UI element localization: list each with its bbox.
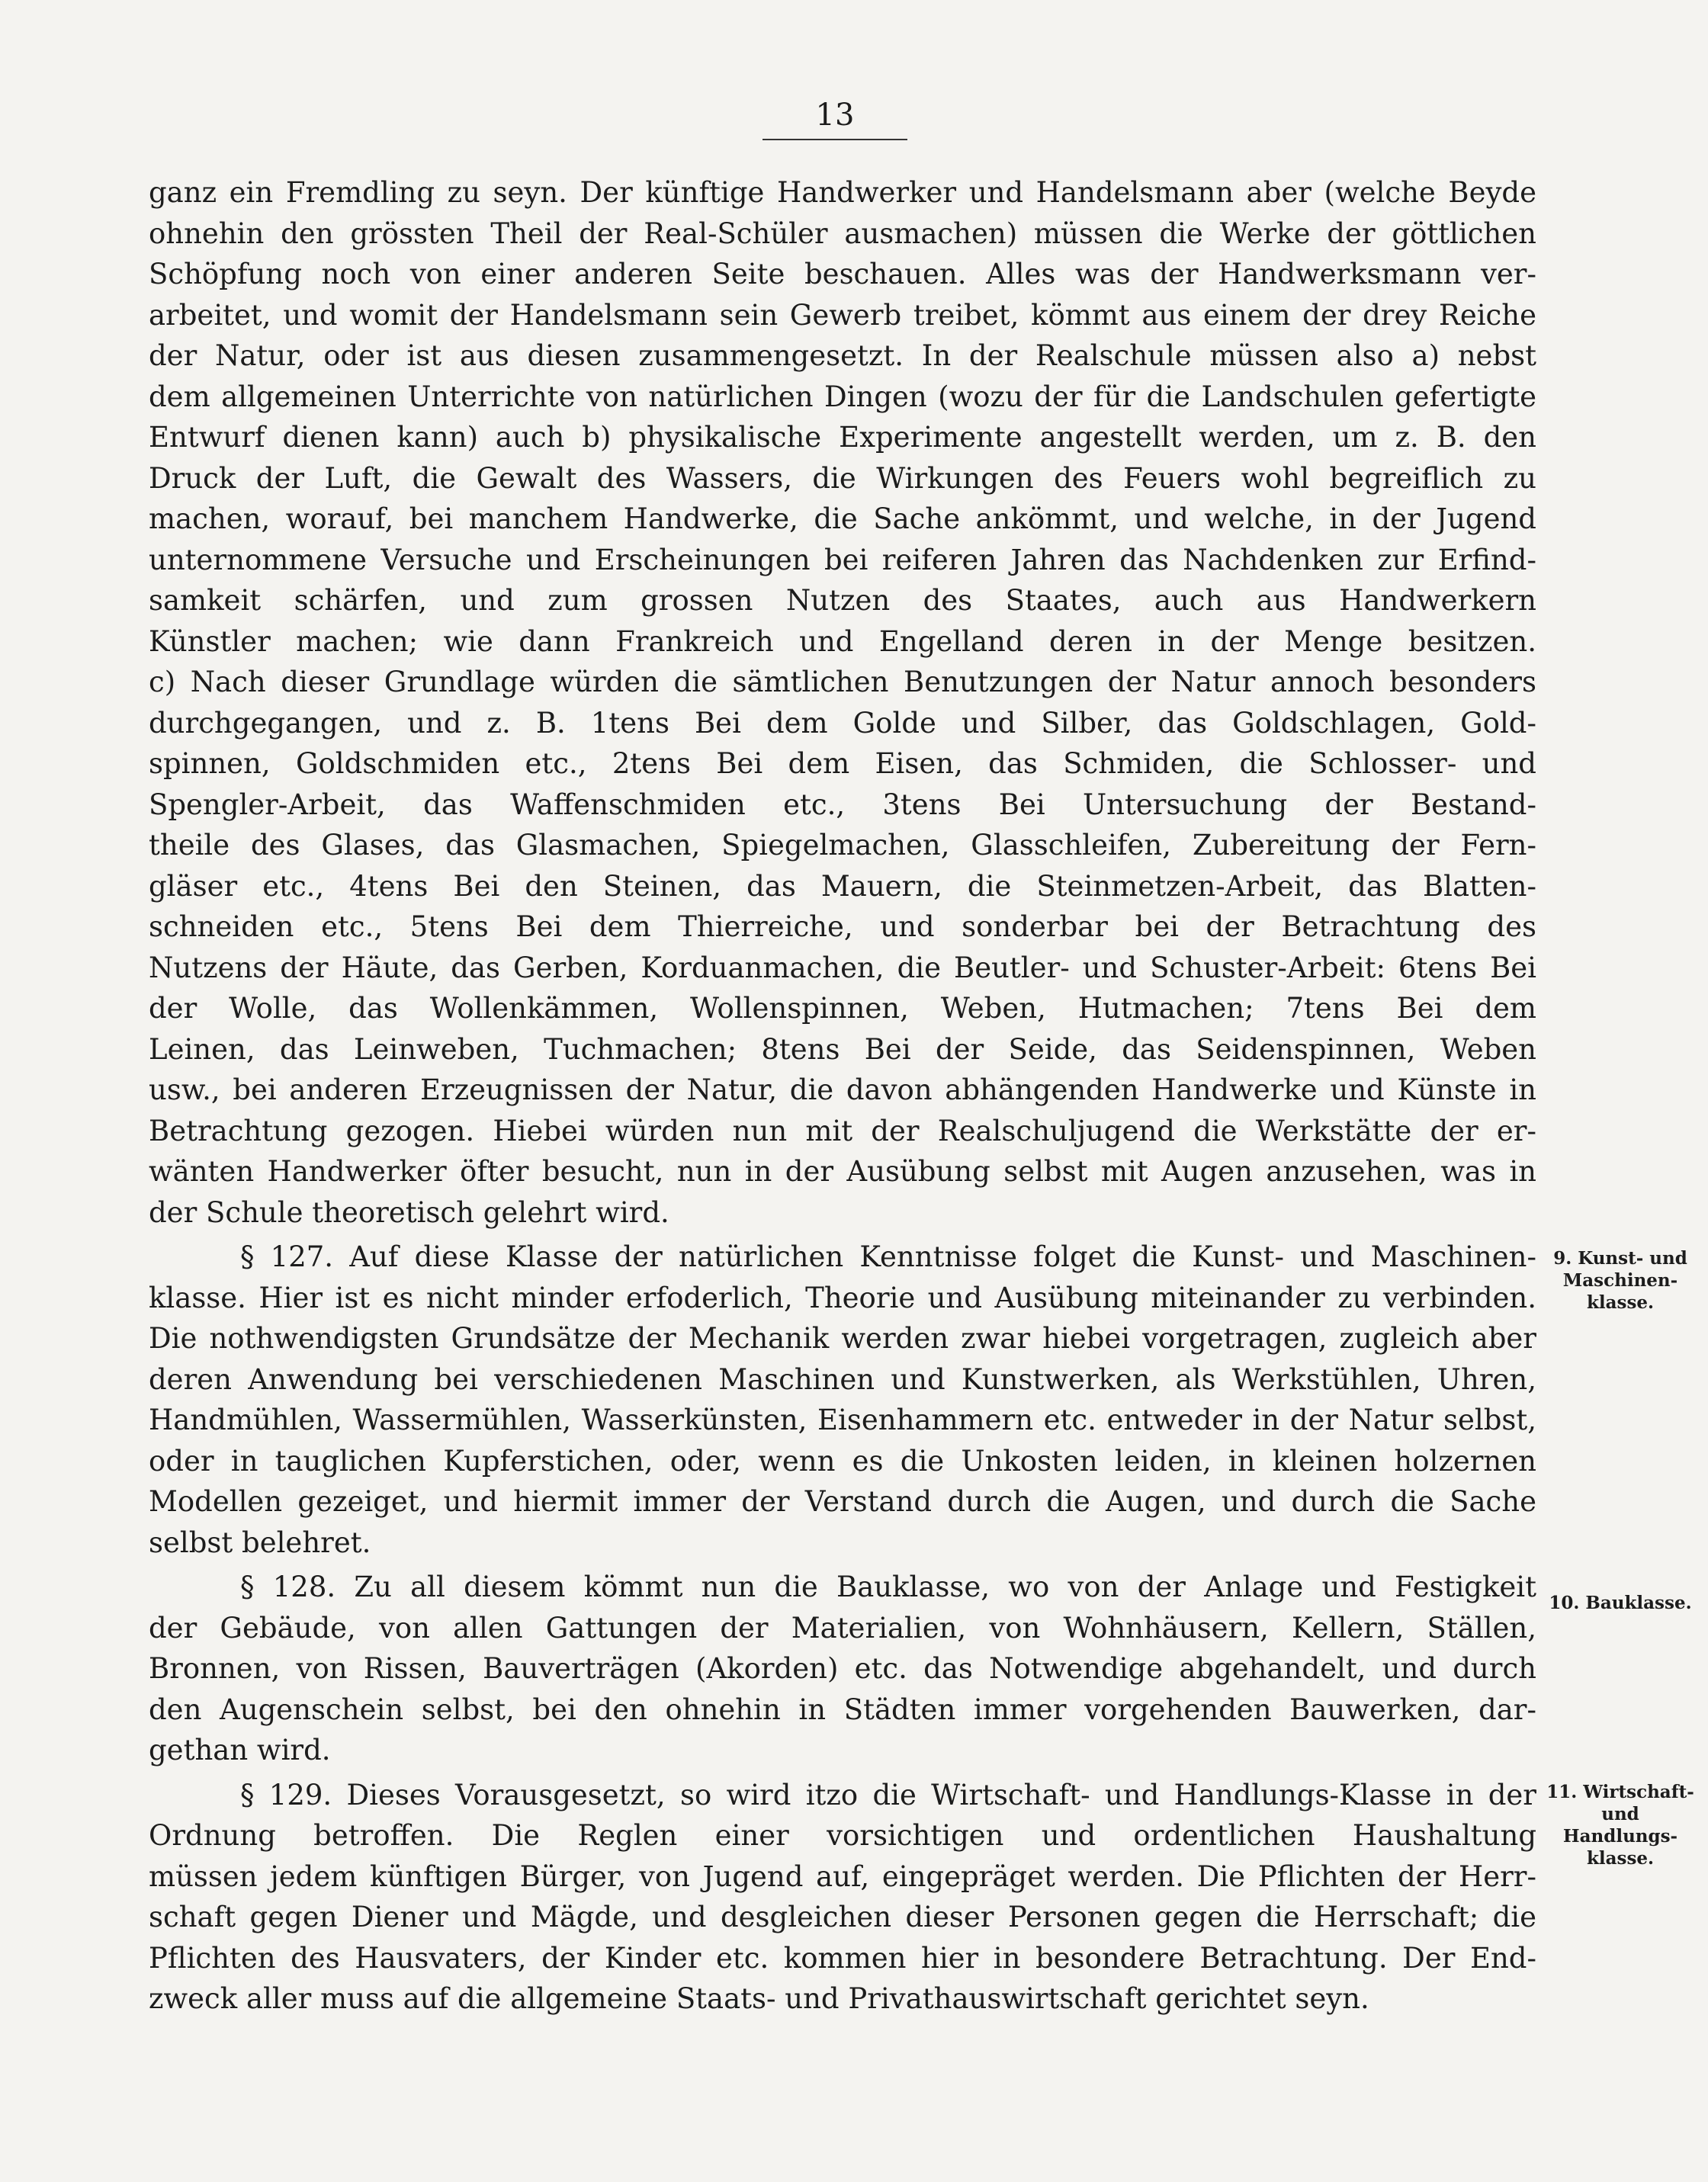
text-line: unternommene Versuche und Erscheinungen bei reiferen Jahren das Nachdenken zur Erfind- <box>149 543 1536 576</box>
text-line: durchgegangen, und z. B. 1tens Bei dem Golde und Silber, das Goldschlagen, Gold- <box>149 706 1536 740</box>
text-line: Betrachtung gezogen. Hiebei würden nun mit der Realschuljugend die Werkstätte der er- <box>149 1114 1536 1147</box>
margin-note-bauklasse: 10. Bauklasse. <box>1549 1593 1692 1613</box>
text-line: machen, worauf, bei manchem Handwerke, die Sache ankömmt, und welche, in der Jugend <box>149 502 1536 535</box>
text-line: theile des Glases, das Glasmachen, Spiegelmachen, Glasschleifen, Zubereitung der Fern- <box>149 829 1536 862</box>
text-line: Druck der Luft, die Gewalt des Wassers, die Wirkungen des Feuers wohl begreiflich zu <box>149 461 1536 495</box>
text-line: dem allgemeinen Unterrichte von natürlichen Dingen (wozu der für die Landschulen gefertigte <box>149 380 1536 413</box>
text-line: Die nothwendigsten Grundsätze der Mechanik werden zwar hiebei vorgetragen, zugleich aber <box>149 1322 1536 1355</box>
text-line: ohnehin den grössten Theil der Real-Schüler ausmachen) müssen die Werke der göttlichen <box>149 217 1536 250</box>
text-line: deren Anwendung bei verschiedenen Maschinen und Kunstwerken, als Werkstühlen, Uhren, <box>149 1362 1536 1396</box>
text-line: Künstler machen; wie dann Frankreich und Engelland deren in der Menge besitzen. <box>149 624 1536 658</box>
text-line: gethan wird. <box>149 1734 331 1766</box>
text-line: selbst belehret. <box>149 1526 371 1559</box>
text-line: Handmühlen, Wassermühlen, Wasserkünsten, Eisenhammern etc. entweder in der Natur selbst, <box>149 1404 1536 1436</box>
text-line: Modellen gezeiget, und hiermit immer der Verstand durch die Augen, und durch die Sache <box>149 1485 1536 1518</box>
paragraph-128-start: § 128. Zu all diesem kömmt nun die Bauklasse, wo von der Anlage und Festigkeit <box>240 1571 1536 1603</box>
text-line: müssen jedem künftigen Bürger, von Jugend auf, eingepräget werden. Die Pflichten der Herr- <box>149 1860 1536 1893</box>
text-line: gläser etc., 4tens Bei den Steinen, das Mauern, die Steinmetzen-Arbeit, das Blatten- <box>149 869 1536 903</box>
header-rule <box>762 139 907 140</box>
text-line: der Wolle, das Wollenkämmen, Wollenspinnen, Weben, Hutmachen; 7tens Bei dem <box>149 992 1536 1025</box>
text-line: der Natur, oder ist aus diesen zusammengesetzt. In der Realschule müssen also a) nebst <box>149 339 1536 372</box>
paragraph-129-start: § 129. Dieses Vorausgesetzt, so wird itzo die Wirtschaft- und Handlungs-Klasse in der <box>240 1778 1536 1811</box>
text-line: der Gebäude, von allen Gattungen der Materialien, von Wohnhäusern, Kellern, Ställen, <box>149 1611 1536 1645</box>
paragraph-127-start: § 127. Auf diese Klasse der natürlichen Kenntnisse folget die Kunst- und Maschinen- <box>240 1240 1536 1273</box>
text-line: klasse. Hier ist es nicht minder erfoderlich, Theorie und Ausübung miteinander zu verbinden. <box>149 1281 1536 1314</box>
text-line: oder in tauglichen Kupferstichen, oder, wenn es die Unkosten leiden, in kleinen holzernen <box>149 1444 1536 1478</box>
text-line: ganz ein Fremdling zu seyn. Der künftige Handwerker und Handelsmann aber (welche Beyde <box>149 176 1536 209</box>
text-line: Spengler-Arbeit, das Waffenschmiden etc., 3tens Bei Untersuchung der Bestand- <box>149 788 1536 821</box>
text-line: schaft gegen Diener und Mägde, und desgleichen dieser Personen gegen die Herrschaft; die <box>149 1901 1536 1933</box>
text-line: Schöpfung noch von einer anderen Seite beschauen. Alles was der Handwerksmann ver- <box>149 258 1536 290</box>
text-line: c) Nach dieser Grundlage würden die sämtlichen Benutzungen der Natur annoch besonders <box>149 666 1536 698</box>
text-line: Entwurf dienen kann) auch b) physikalische Experimente angestellt werden, um z. B. den <box>149 421 1536 454</box>
text-line: Nutzens der Häute, das Gerben, Korduanmachen, die Beutler- und Schuster-Arbeit: 6tens Bei <box>149 951 1536 984</box>
text-line: Ordnung betroffen. Die Reglen einer vorsichtigen und ordentlichen Haushaltung <box>149 1819 1536 1852</box>
text-line: den Augenschein selbst, bei den ohnehin in Städten immer vorgehenden Bauwerken, dar- <box>149 1693 1536 1726</box>
text-line: usw., bei anderen Erzeugnissen der Natur, die davon abhängenden Handwerke und Künste in <box>149 1073 1536 1106</box>
margin-note-wirtschaft-klasse: 11. Wirtschaft- und Handlungs-klasse. <box>1546 1782 1694 1869</box>
text-line: Pflichten des Hausvaters, der Kinder etc. kommen hier in besondere Betrachtung. Der End- <box>149 1941 1536 1975</box>
text-line: Bronnen, von Rissen, Bauverträgen (Akorden) etc. das Notwendige abgehandelt, und durch <box>149 1652 1536 1685</box>
text-line: wänten Handwerker öfter besucht, nun in der Ausübung selbst mit Augen anzusehen, was in <box>149 1155 1536 1188</box>
text-line: der Schule theoretisch gelehrt wird. <box>149 1195 669 1229</box>
text-line: spinnen, Goldschmiden etc., 2tens Bei dem Eisen, das Schmiden, die Schlosser- und <box>149 747 1536 780</box>
text-line: samkeit schärfen, und zum grossen Nutzen des Staates, auch aus Handwerkern <box>149 584 1536 617</box>
text-line: Leinen, das Leinweben, Tuchmachen; 8tens Bei der Seide, das Seidenspinnen, Weben <box>149 1032 1536 1066</box>
page-number: 13 <box>815 98 855 133</box>
margin-note-kunst-klasse: 9. Kunst- und Maschinen-klasse. <box>1553 1248 1687 1313</box>
text-line: arbeitet, und womit der Handelsmann sein Gewerb treibet, kömmt aus einem der drey Reiche <box>149 298 1536 332</box>
text-line: schneiden etc., 5tens Bei dem Thierreiche, und sonderbar bei der Betrachtung des <box>149 910 1536 943</box>
body-text <box>149 172 1536 2020</box>
text-line: zweck aller muss auf die allgemeine Staats- und Privathauswirtschaft gerichtet seyn. <box>149 1982 1369 2015</box>
